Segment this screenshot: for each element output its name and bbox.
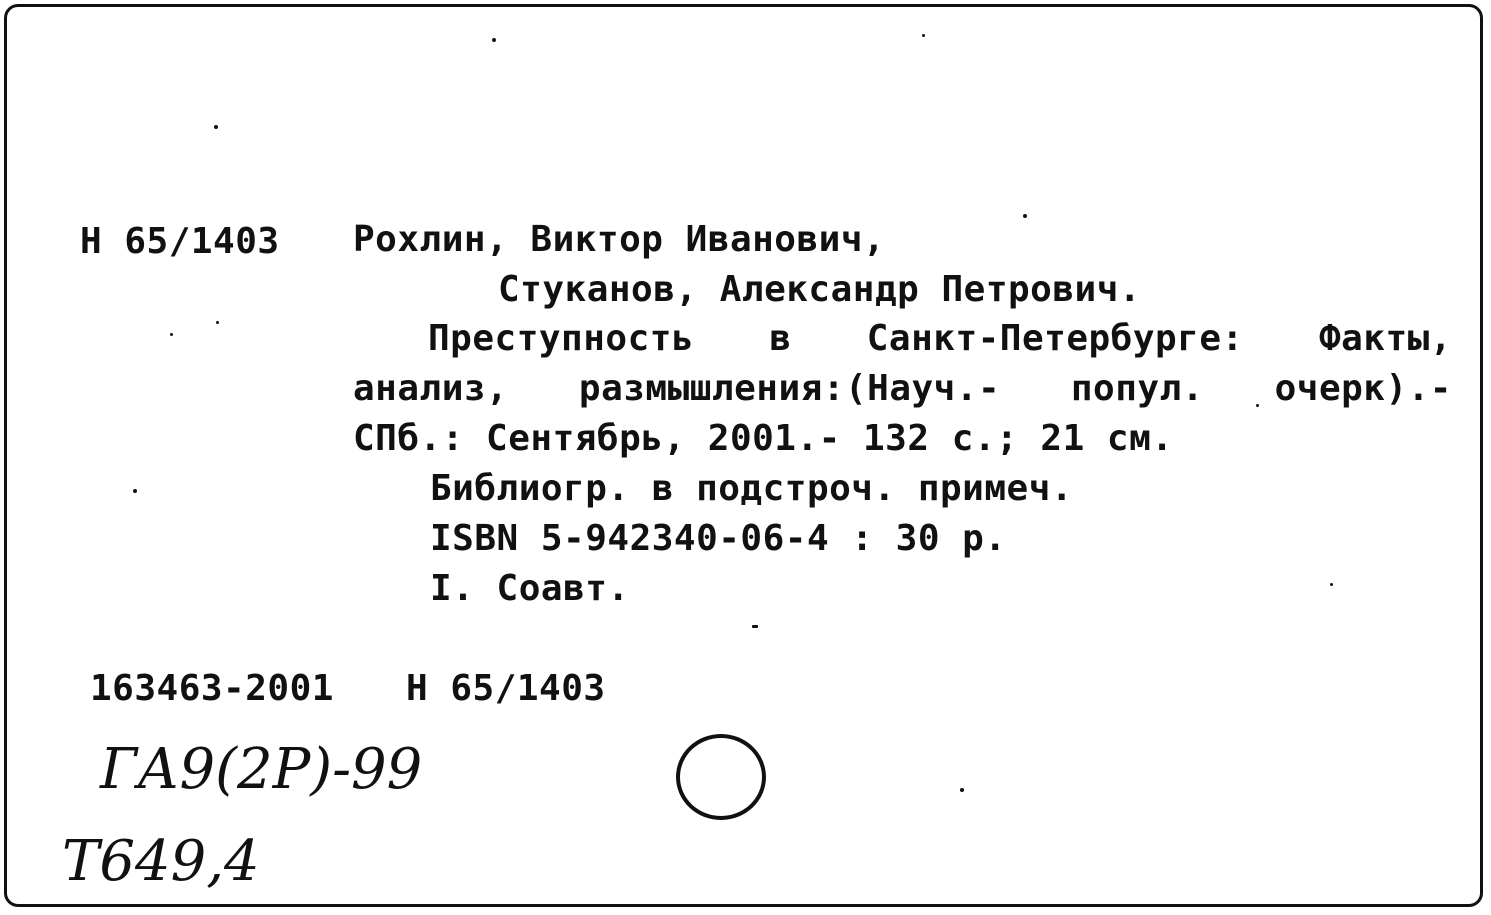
title-word: Преступность (428, 318, 695, 359)
speck (960, 788, 964, 792)
drawn-circle (676, 734, 766, 820)
speck (922, 34, 925, 37)
title-word: очерк).- (1274, 368, 1452, 409)
author-secondary: Стуканов, Александр Петрович. (498, 269, 1142, 310)
imprint: СПб.: Сентябрь, 2001.- 132 с.; 21 см. (353, 418, 1174, 459)
speck (1023, 214, 1027, 218)
title-line-2 (353, 368, 1452, 409)
speck (170, 333, 173, 336)
title-word: Санкт-Петербурге: (866, 318, 1244, 359)
title-word: в (769, 318, 792, 359)
coauthor-tracing: I. Соавт. (430, 568, 630, 609)
bibliography-note: Библиогр. в подстроч. примеч. (430, 468, 1074, 509)
title-word: размышления:(Науч.- (578, 368, 1001, 409)
speck (214, 125, 218, 129)
speck (1330, 583, 1333, 586)
speck (216, 321, 219, 324)
shelf-mark: Н 65/1403 (80, 221, 280, 262)
handwritten-classification-2: Т649,4 (62, 829, 260, 894)
title-word: Факты, (1318, 318, 1452, 359)
author-primary: Рохлин, Виктор Иванович, (353, 219, 886, 260)
title-word: анализ, (353, 368, 509, 409)
title-line-1 (428, 318, 1452, 359)
handwritten-classification: ГА9(2Р)-99 (100, 737, 423, 802)
speck (492, 38, 496, 42)
speck (133, 489, 137, 493)
title-word: попул. (1070, 368, 1204, 409)
accession-number: 163463-2001 (90, 668, 334, 709)
footer-shelf-mark: Н 65/1403 (406, 668, 606, 709)
speck (1256, 404, 1259, 407)
speck (752, 625, 758, 628)
isbn-price: ISBN 5-942340-06-4 : 30 р. (430, 518, 1007, 559)
